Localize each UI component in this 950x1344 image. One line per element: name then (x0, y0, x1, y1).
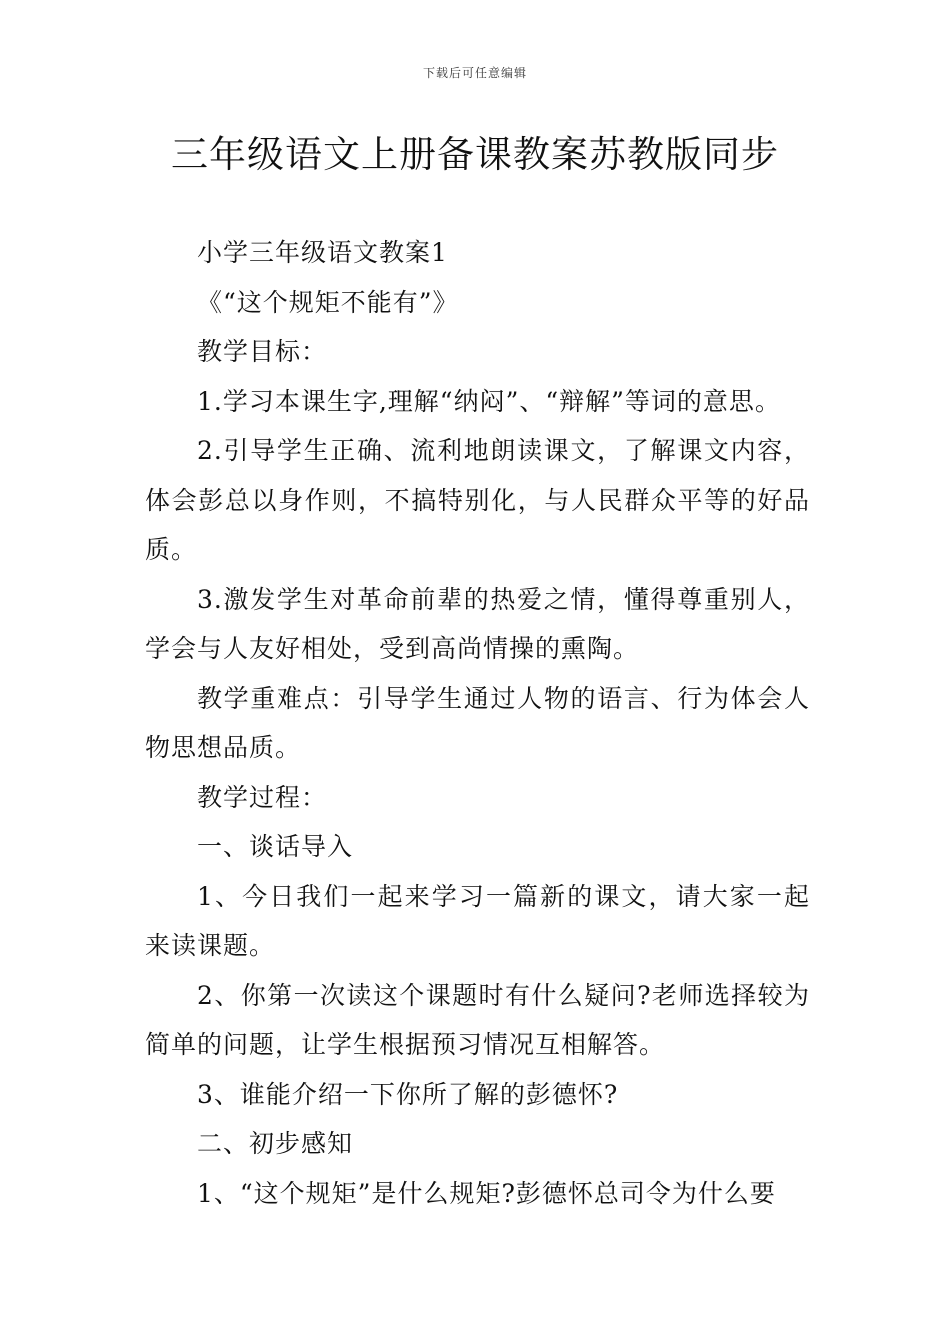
paragraph-section-2-step-1: 1、“这个规矩”是什么规矩?彭德怀总司令为什么要 (197, 1178, 776, 1208)
paragraph-process-heading: 教学过程： (197, 782, 328, 812)
paragraph-lesson-title: 《“这个规矩不能有”》 (197, 287, 459, 317)
paragraph-objectives-heading: 教学目标： (197, 337, 328, 366)
paragraph-section-2-heading: 二、初步感知 (197, 1129, 354, 1158)
paragraph-key-points: 教学重难点：引导学生通过人物的语言、行为体会人物思想品质。 (145, 683, 810, 762)
paragraph-objective-2: 2.引导学生正确、流利地朗读课文，了解课文内容，体会彭总以身作则，不搞特别化，与人民群众平等的好品质。 (145, 436, 810, 564)
paragraph-step-2: 2、你第一次读这个课题时有什么疑问?老师选择较为简单的问题，让学生根据预习情况互相解答。 (145, 980, 810, 1059)
document-body (145, 228, 810, 1218)
paragraph-section-1-heading: 一、谈话导入 (197, 832, 354, 861)
paragraph-step-1: 1、今日我们一起来学习一篇新的课文，请大家一起来读课题。 (145, 881, 810, 960)
paragraph-lesson-heading: 小学三年级语文教案1 (197, 238, 448, 267)
paragraph-step-3: 3、谁能介绍一下你所了解的彭德怀? (197, 1079, 619, 1109)
document-title: 三年级语文上册备课教案苏教版同步 (171, 133, 779, 176)
header-note: 下载后可任意编辑 (422, 66, 527, 80)
paragraph-objective-1: 1.学习本课生字,理解“纳闷”、“辩解”等词的意思。 (197, 386, 781, 416)
paragraph-objective-3: 3.激发学生对革命前辈的热爱之情，懂得尊重别人，学会与人友好相处，受到高尚情操的熏陶。 (145, 584, 810, 663)
